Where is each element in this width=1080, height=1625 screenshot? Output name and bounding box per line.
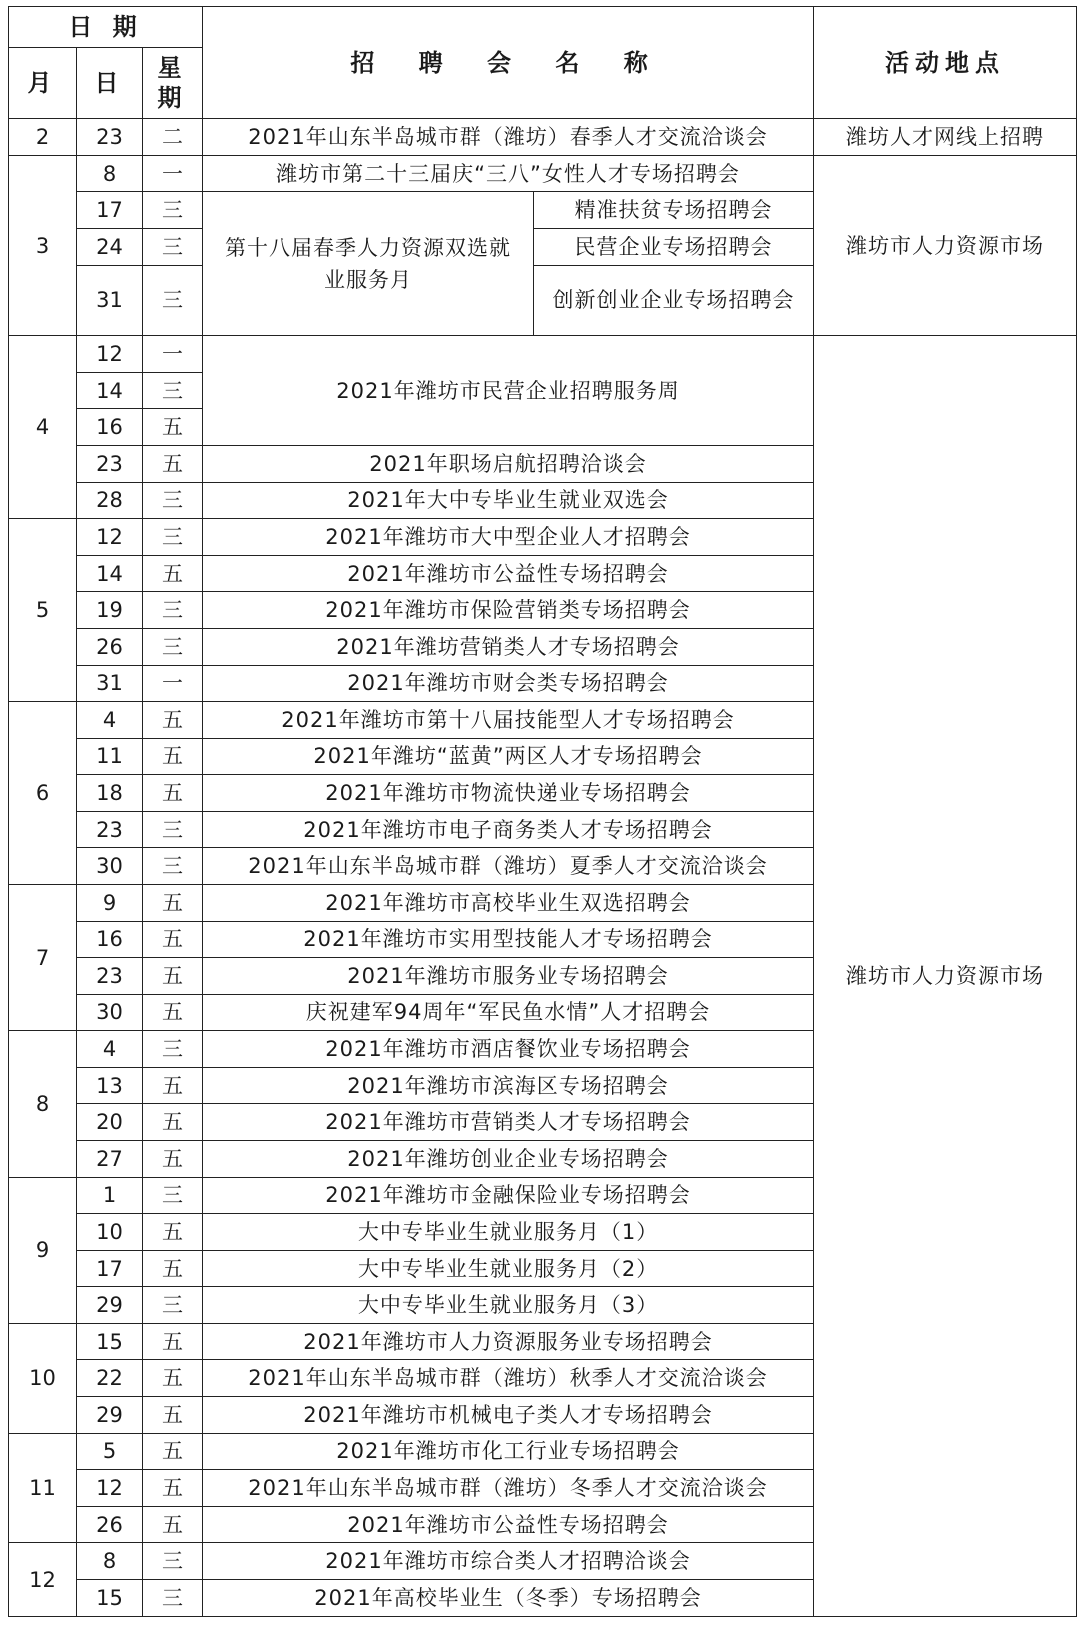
day-cell: 23 <box>77 119 143 156</box>
weekday-cell: 三 <box>143 1579 203 1616</box>
event-name-cell: 2021年山东半岛城市群（潍坊）秋季人才交流洽谈会 <box>203 1360 814 1397</box>
event-name-cell: 2021年潍坊市公益性专场招聘会 <box>203 1506 814 1543</box>
weekday-cell: 三 <box>143 848 203 885</box>
weekday-cell: 五 <box>143 738 203 775</box>
day-cell: 23 <box>77 958 143 995</box>
event-name-cell: 2021年山东半岛城市群（潍坊）冬季人才交流洽谈会 <box>203 1470 814 1507</box>
event-name-cell: 大中专毕业生就业服务月（1） <box>203 1214 814 1251</box>
weekday-cell: 五 <box>143 555 203 592</box>
day-cell: 16 <box>77 921 143 958</box>
weekday-cell: 五 <box>143 1360 203 1397</box>
day-cell: 1 <box>77 1177 143 1214</box>
event-name-cell: 2021年潍坊创业企业专场招聘会 <box>203 1141 814 1178</box>
event-name-cell: 2021年潍坊市实用型技能人才专场招聘会 <box>203 921 814 958</box>
event-name-cell: 精准扶贫专场招聘会 <box>534 192 814 229</box>
weekday-cell: 一 <box>143 155 203 192</box>
month-cell: 12 <box>9 1543 77 1617</box>
day-cell: 31 <box>77 265 143 336</box>
event-name-header: 招 聘 会 名 称 <box>203 7 814 119</box>
event-name-cell: 2021年潍坊市公益性专场招聘会 <box>203 555 814 592</box>
month-cell: 4 <box>9 336 77 519</box>
march-group-cell: 第十八届春季人力资源双选就业服务月 <box>203 192 534 336</box>
event-name-cell: 2021年潍坊“蓝黄”两区人才专场招聘会 <box>203 738 814 775</box>
event-name-cell: 2021年潍坊市机械电子类人才专场招聘会 <box>203 1397 814 1434</box>
weekday-cell: 五 <box>143 702 203 739</box>
weekday-cell: 五 <box>143 1067 203 1104</box>
event-name-cell: 民营企业专场招聘会 <box>534 229 814 266</box>
month-cell: 8 <box>9 1031 77 1177</box>
month-cell: 6 <box>9 702 77 885</box>
weekday-cell: 五 <box>143 1250 203 1287</box>
event-name-cell: 创新创业企业专场招聘会 <box>534 265 814 336</box>
weekday-cell: 三 <box>143 592 203 629</box>
event-name-cell: 2021年山东半岛城市群（潍坊）夏季人才交流洽谈会 <box>203 848 814 885</box>
weekday-cell: 五 <box>143 1397 203 1434</box>
header-row <box>9 7 1077 48</box>
weekday-cell: 三 <box>143 265 203 336</box>
weekday-cell: 三 <box>143 192 203 229</box>
event-name-cell: 2021年潍坊市高校毕业生双选招聘会 <box>203 884 814 921</box>
weekday-cell: 三 <box>143 628 203 665</box>
weekday-cell: 五 <box>143 409 203 446</box>
day-cell: 14 <box>77 372 143 409</box>
weekday-cell: 三 <box>143 1031 203 1068</box>
april-week-cell: 2021年潍坊市民营企业招聘服务周 <box>203 336 814 446</box>
event-name-cell: 2021年潍坊市物流快递业专场招聘会 <box>203 775 814 812</box>
day-cell: 22 <box>77 1360 143 1397</box>
weekday-cell: 五 <box>143 884 203 921</box>
weekday-cell: 三 <box>143 1543 203 1580</box>
event-name-cell: 潍坊市第二十三届庆“三八”女性人才专场招聘会 <box>203 155 814 192</box>
table-row <box>9 119 1077 156</box>
event-name-cell: 2021年潍坊市服务业专场招聘会 <box>203 958 814 995</box>
day-cell: 29 <box>77 1397 143 1434</box>
day-cell: 4 <box>77 1031 143 1068</box>
day-cell: 11 <box>77 738 143 775</box>
day-cell: 17 <box>77 192 143 229</box>
event-name-cell: 2021年潍坊市营销类人才专场招聘会 <box>203 1104 814 1141</box>
event-name-cell: 2021年潍坊市酒店餐饮业专场招聘会 <box>203 1031 814 1068</box>
weekday-cell: 五 <box>143 1214 203 1251</box>
event-name-cell: 大中专毕业生就业服务月（3） <box>203 1287 814 1324</box>
day-cell: 15 <box>77 1323 143 1360</box>
weekday-cell: 五 <box>143 1323 203 1360</box>
event-name-cell: 大中专毕业生就业服务月（2） <box>203 1250 814 1287</box>
event-name-cell: 庆祝建军94周年“军民鱼水情”人才招聘会 <box>203 994 814 1031</box>
day-cell: 10 <box>77 1214 143 1251</box>
month-cell: 5 <box>9 519 77 702</box>
day-cell: 9 <box>77 884 143 921</box>
venue-cell-march: 潍坊市人力资源市场 <box>814 155 1077 335</box>
day-cell: 14 <box>77 555 143 592</box>
day-cell: 31 <box>77 665 143 702</box>
weekday-cell: 五 <box>143 958 203 995</box>
venue-header: 活动地点 <box>814 7 1077 119</box>
day-cell: 20 <box>77 1104 143 1141</box>
event-name-cell: 2021年高校毕业生（冬季）专场招聘会 <box>203 1579 814 1616</box>
day-cell: 24 <box>77 229 143 266</box>
month-cell: 11 <box>9 1433 77 1543</box>
event-name-cell: 2021年山东半岛城市群（潍坊）春季人才交流洽谈会 <box>203 119 814 156</box>
month-header: 月 <box>9 47 77 119</box>
venue-cell-main: 潍坊市人力资源市场 <box>814 336 1077 1617</box>
day-cell: 15 <box>77 1579 143 1616</box>
day-cell: 19 <box>77 592 143 629</box>
day-cell: 28 <box>77 482 143 519</box>
month-cell: 2 <box>9 119 77 156</box>
weekday-cell: 三 <box>143 482 203 519</box>
table-row <box>9 336 1077 373</box>
day-cell: 30 <box>77 848 143 885</box>
table-row <box>9 155 1077 192</box>
day-cell: 5 <box>77 1433 143 1470</box>
event-name-cell: 2021年潍坊市大中型企业人才招聘会 <box>203 519 814 556</box>
day-header: 日 <box>77 47 143 119</box>
day-cell: 26 <box>77 1506 143 1543</box>
day-cell: 18 <box>77 775 143 812</box>
event-name-cell: 2021年潍坊市电子商务类人才专场招聘会 <box>203 811 814 848</box>
weekday-cell: 五 <box>143 1433 203 1470</box>
event-name-cell: 2021年潍坊市人力资源服务业专场招聘会 <box>203 1323 814 1360</box>
day-cell: 26 <box>77 628 143 665</box>
month-cell: 3 <box>9 155 77 335</box>
event-name-cell: 2021年潍坊市财会类专场招聘会 <box>203 665 814 702</box>
weekday-cell: 五 <box>143 775 203 812</box>
event-name-cell: 2021年潍坊营销类人才专场招聘会 <box>203 628 814 665</box>
month-cell: 9 <box>9 1177 77 1323</box>
weekday-cell: 五 <box>143 994 203 1031</box>
weekday-cell: 五 <box>143 1506 203 1543</box>
day-cell: 12 <box>77 519 143 556</box>
day-cell: 12 <box>77 1470 143 1507</box>
weekday-cell: 三 <box>143 1287 203 1324</box>
weekday-cell: 一 <box>143 665 203 702</box>
weekday-cell: 一 <box>143 336 203 373</box>
event-name-cell: 2021年潍坊市第十八届技能型人才专场招聘会 <box>203 702 814 739</box>
weekday-cell: 五 <box>143 1141 203 1178</box>
weekday-cell: 三 <box>143 811 203 848</box>
day-cell: 12 <box>77 336 143 373</box>
day-cell: 23 <box>77 811 143 848</box>
weekday-cell: 三 <box>143 372 203 409</box>
month-cell: 10 <box>9 1323 77 1433</box>
day-cell: 29 <box>77 1287 143 1324</box>
day-cell: 16 <box>77 409 143 446</box>
date-header: 日 期 <box>9 7 203 48</box>
event-name-cell: 2021年潍坊市滨海区专场招聘会 <box>203 1067 814 1104</box>
day-cell: 4 <box>77 702 143 739</box>
event-name-cell: 2021年潍坊市金融保险业专场招聘会 <box>203 1177 814 1214</box>
venue-cell-online: 潍坊人才网线上招聘 <box>814 119 1077 156</box>
weekday-cell: 三 <box>143 229 203 266</box>
day-cell: 27 <box>77 1141 143 1178</box>
event-name-cell: 2021年潍坊市保险营销类专场招聘会 <box>203 592 814 629</box>
event-name-cell: 2021年职场启航招聘洽谈会 <box>203 446 814 483</box>
recruitment-schedule-table <box>8 6 1077 1617</box>
weekday-cell: 三 <box>143 519 203 556</box>
weekday-cell: 五 <box>143 1470 203 1507</box>
weekday-cell: 三 <box>143 1177 203 1214</box>
event-name-cell: 2021年潍坊市化工行业专场招聘会 <box>203 1433 814 1470</box>
event-name-cell: 2021年大中专毕业生就业双选会 <box>203 482 814 519</box>
day-cell: 30 <box>77 994 143 1031</box>
day-cell: 13 <box>77 1067 143 1104</box>
weekday-cell: 五 <box>143 921 203 958</box>
weekday-header: 星期 <box>143 47 203 119</box>
day-cell: 23 <box>77 446 143 483</box>
day-cell: 8 <box>77 1543 143 1580</box>
day-cell: 8 <box>77 155 143 192</box>
month-cell: 7 <box>9 884 77 1030</box>
weekday-cell: 五 <box>143 1104 203 1141</box>
event-name-cell: 2021年潍坊市综合类人才招聘洽谈会 <box>203 1543 814 1580</box>
weekday-cell: 二 <box>143 119 203 156</box>
weekday-cell: 五 <box>143 446 203 483</box>
day-cell: 17 <box>77 1250 143 1287</box>
